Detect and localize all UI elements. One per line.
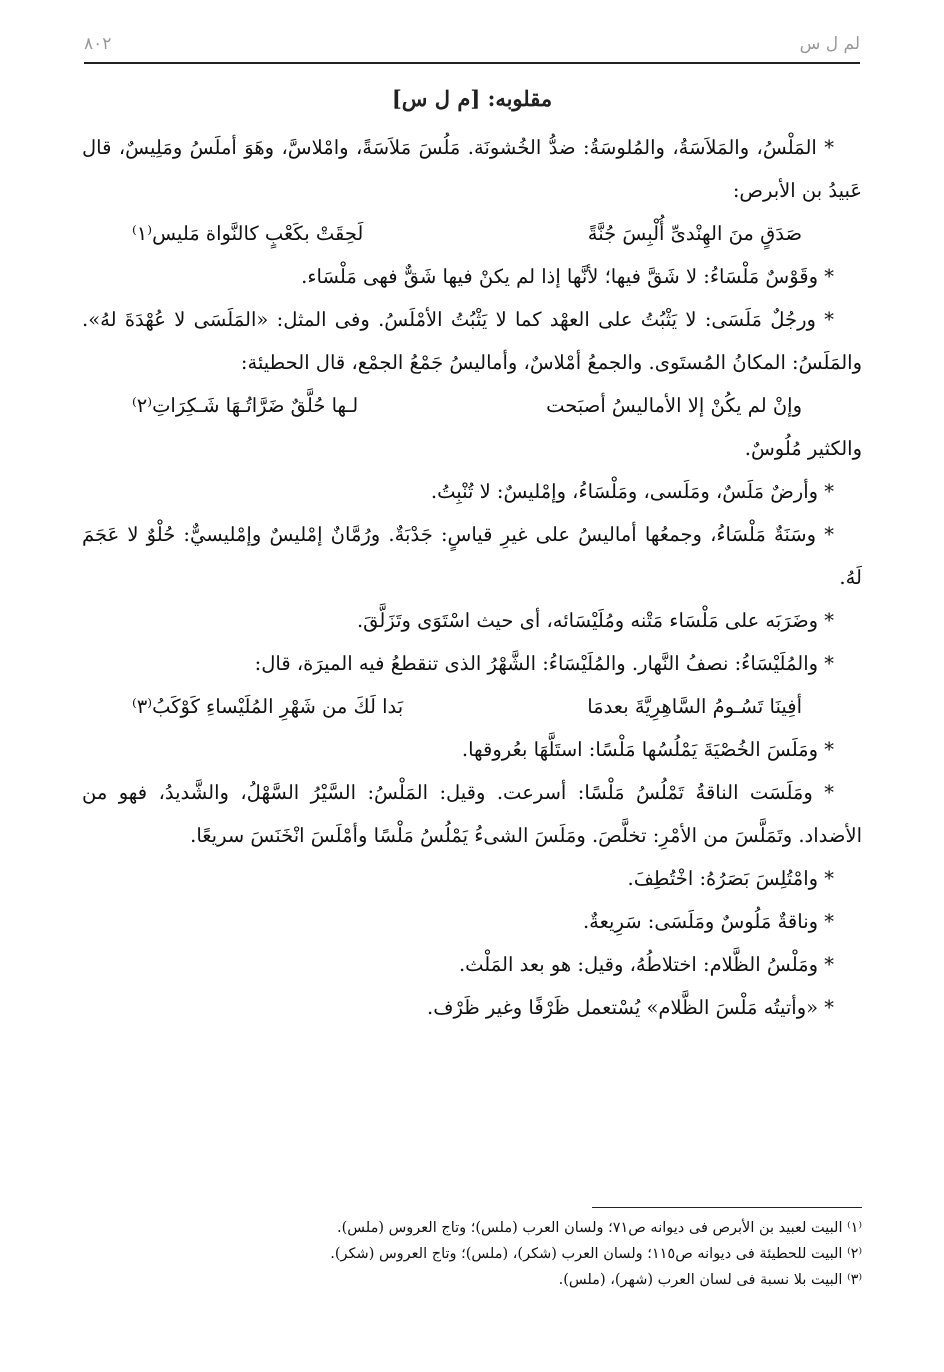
main-text <box>82 126 862 1029</box>
verse <box>82 384 862 427</box>
section-title: مقلوبه: [م ل س] <box>391 86 553 111</box>
paragraph: * المَلْسُ، والمَلاَسَةُ، والمُلوسَةُ: ضدُّ الخُشونَة. مَلُسَ مَلاَسَةً، وامْلاسَّ، وهَوَ أملَسُ ومَلِيسٌ، قال عَبيدُ بن الأبرص: <box>82 136 862 202</box>
footnote: ⁽٣⁾ البيت بلا نسبة فى لسان العرب (شهر)، (ملس). <box>558 1272 862 1288</box>
footnote-rule <box>592 1207 862 1208</box>
header-rule <box>84 62 860 64</box>
page-number: ٨٠٢ <box>84 34 112 54</box>
verse-second-hemistich: لَحِقَتْ بكَعْبٍ كالنَّواة مَليس⁽١⁾ <box>132 222 364 245</box>
footnote: ⁽٢⁾ البيت للحطيئة فى ديوانه ص١١٥؛ ولسان العرب (شكر)، (ملس)؛ وتاج العروس (شكر). <box>330 1246 862 1262</box>
paragraph: والكثير مُلُوسٌ. <box>744 437 862 460</box>
paragraph: * ومَلَسَ الخُصْيَةَ يَمْلُسُها مَلْسًا: استَلَّهَا بعُروقها. <box>461 738 834 761</box>
verse <box>82 212 862 255</box>
paragraph: * ومَلْسُ الظَّلام: اختلاطُهُ، وقيل: هو بعد المَلْث. <box>458 953 834 976</box>
paragraph: * وامْتُلِسَ بَصَرُهُ: اخْتُطِفَ. <box>627 867 834 890</box>
paragraph: * ورجُلٌ مَلَسَى: لا يَثْبُتُ على العهْد كما لا يَثْبُتُ الأمْلَسُ. وفى المثل: «المَلَسَى لا عُهْدَةَ لهُ». والمَلَسُ: المكانُ المُستَوى. والجمعُ أمْلاسٌ، وأماليسُ جَمْعُ الجمْع، قال الحطيئة: <box>82 308 862 374</box>
paragraph: * «وأتيتُه مَلْسَ الظَّلام» يُسْتعمل ظَرْفًا وغير ظَرْف. <box>427 996 834 1019</box>
verse-first-hemistich: وإنْ لم يكُنْ إلا الأماليسُ أصبَحت <box>546 394 802 417</box>
verse-first-hemistich: أفِينَا تَسُـومُ السَّاهِرِيَّةَ بعدمَا <box>587 695 802 718</box>
paragraph: * وأرضٌ مَلَسٌ، ومَلَسى، ومَلْسَاءُ، وإمْليسٌ: لا تُنْبِتُ. <box>430 480 834 503</box>
paragraph: * والمُلَيْسَاءُ: نصفُ النَّهار. والمُلَيْسَاءُ: الشَّهْرُ الذى تنقطعُ فيه الميرَة، قال: <box>254 652 834 675</box>
verse-second-hemistich: لـها حُلَّقٌ ضَرَّاتُـهَا شَـكِرَاتِ⁽٢⁾ <box>132 394 359 417</box>
running-title: لم ل س <box>799 34 860 54</box>
verse-second-hemistich: بَدا لَكَ من شَهْرِ المُلَيْساءِ كَوْكَبُ⁽٣⁾ <box>132 695 404 718</box>
running-head <box>84 34 860 56</box>
paragraph: * وسَنَةٌ مَلْسَاءُ، وجمعُها أماليسُ على غيرِ قياسٍ: جَدْبَةٌ. ورُمَّانٌ إمْليسٌ وإمْليسيٌّ: حُلْوٌ لا عَجَمَ لَهُ. <box>82 523 862 589</box>
paragraph: * وناقةٌ مَلُوسٌ ومَلَسَى: سَرِيعةٌ. <box>582 910 834 933</box>
footnote: ⁽١⁾ البيت لعبيد بن الأبرص فى ديوانه ص٧١؛ ولسان العرب (ملس)؛ وتاج العروس (ملس). <box>337 1220 862 1236</box>
paragraph: * ومَلَسَت الناقةُ تَمْلُسُ مَلْسًا: أسرعت. وقيل: المَلْسُ: السَّيْرُ السَّهْلُ، والشَّديدُ، فهو من الأضداد. وتَمَلَّسَ من الأمْرِ: تخلَّصَ. ومَلَسَ الشىءُ يَمْلُسُ مَلْسًا وأمْلَسَ انْخَنَسَ سريعًا. <box>82 781 862 847</box>
paragraph: * وقَوْسٌ مَلْسَاءُ: لا شَقَّ فيها؛ لأنَّها إذا لم يكنْ فيها شَقٌّ فهى مَلْسَاء. <box>301 265 834 288</box>
paragraph: * وضَرَبَه على مَلْسَاء مَتْنه ومُلَيْسَائه، أى حيث اسْتَوَى وتَزَلَّقَ. <box>356 609 834 632</box>
footnotes <box>82 1215 862 1293</box>
verse <box>82 685 862 728</box>
verse-first-hemistich: صَدَقٍ منَ الهِنْدىِّ أُلْبِسَ جُنَّةً <box>587 222 802 245</box>
